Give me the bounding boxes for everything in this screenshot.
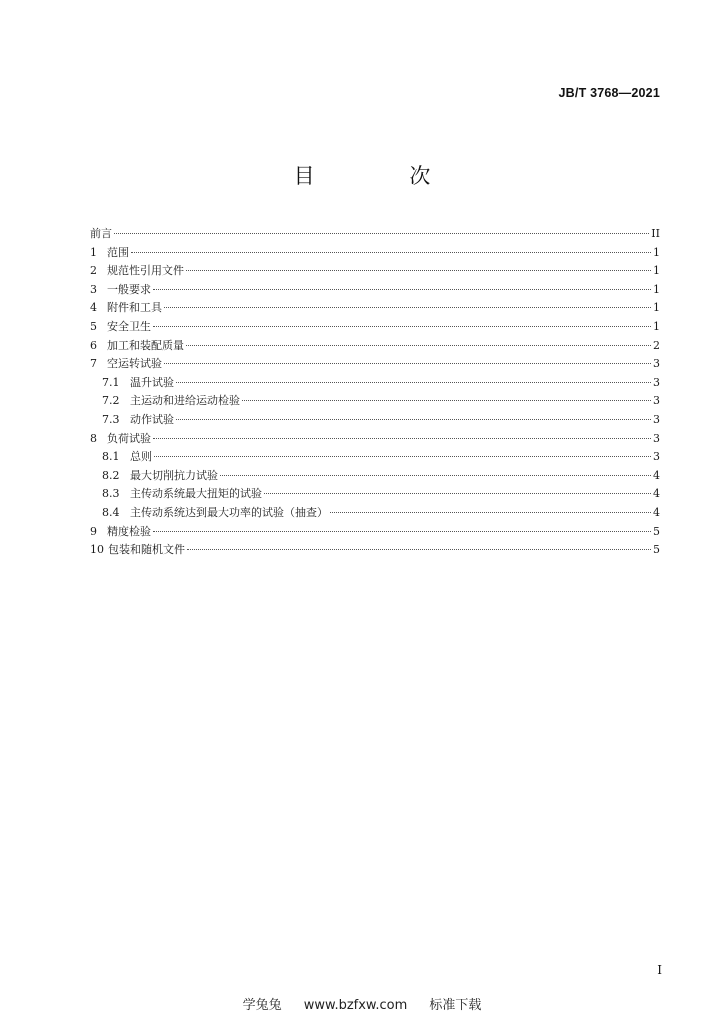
toc-entry-page: 2: [653, 338, 660, 352]
toc-entry: [90, 374, 660, 393]
toc-entry-page: 1: [653, 245, 660, 259]
toc-entry-number: 8.1: [102, 450, 120, 464]
toc-entry-page: 3: [653, 375, 660, 389]
toc-entry-title: 总则: [130, 450, 152, 464]
dot-leader: [153, 438, 651, 439]
toc-entry-title: 精度检验: [107, 524, 151, 538]
toc-entry: [90, 262, 660, 281]
standard-code: JB/T 3768—2021: [558, 86, 660, 100]
dot-leader: [153, 289, 651, 290]
toc-entry-number: 2: [90, 264, 97, 278]
watermark: [0, 994, 724, 1013]
toc-entry: [90, 299, 660, 318]
toc-entry-title: 最大切削抗力试验: [130, 468, 218, 482]
toc-entry-page: 3: [653, 394, 660, 408]
toc-entry: [90, 504, 660, 523]
dot-leader: [164, 363, 651, 364]
toc-entry-page: 3: [653, 412, 660, 426]
toc-entry-title: 负荷试验: [107, 431, 151, 445]
page-number: I: [657, 963, 662, 977]
toc-entry-title: 主运动和进给运动检验: [130, 394, 240, 408]
dot-leader: [176, 382, 651, 383]
dot-leader: [330, 512, 651, 513]
toc-entry-number: 6: [90, 338, 97, 352]
toc-entry-number: 10: [90, 543, 104, 557]
dot-leader: [176, 419, 651, 420]
toc-entry-number: 1: [90, 245, 97, 259]
toc-entry-number: 8.3: [102, 487, 120, 501]
toc-entry-title: 安全卫生: [107, 319, 151, 333]
dot-leader: [186, 345, 651, 346]
toc-entry-title: 一般要求: [107, 282, 151, 296]
toc-entry-number: 7: [90, 357, 97, 371]
dot-leader: [187, 549, 651, 550]
toc-entry-page: 5: [653, 543, 660, 557]
toc-entry-number: 5: [90, 319, 97, 333]
toc-entry-number: 8: [90, 431, 97, 445]
toc-entry: [90, 355, 660, 374]
dot-leader: [242, 400, 651, 401]
toc-entry-page: 1: [653, 264, 660, 278]
table-of-contents: [90, 225, 660, 560]
toc-entry-page: 3: [653, 450, 660, 464]
toc-entry-title: 前言: [90, 227, 112, 240]
toc-entry-title: 附件和工具: [107, 301, 162, 315]
toc-entry: [90, 337, 660, 356]
watermark-url: www.bzfxw.com: [303, 998, 408, 1013]
toc-entry-number: 7.3: [102, 412, 120, 426]
dot-leader: [153, 326, 651, 327]
watermark-site-name: 学兔兔: [242, 998, 282, 1013]
dot-leader: [114, 233, 649, 234]
toc-entry-title: 规范性引用文件: [107, 264, 184, 278]
toc-entry: [90, 225, 660, 244]
toc-entry: [90, 411, 660, 430]
toc-title: 目 次: [293, 164, 475, 188]
toc-entry: [90, 392, 660, 411]
toc-entry: [90, 448, 660, 467]
toc-entry-title: 空运转试验: [107, 357, 162, 371]
toc-entry-page: 3: [653, 431, 660, 445]
dot-leader: [264, 493, 651, 494]
dot-leader: [220, 475, 651, 476]
toc-entry-number: 7.1: [102, 375, 120, 389]
toc-entry: [90, 523, 660, 542]
toc-entry-number: 9: [90, 524, 97, 538]
toc-entry-number: 8.4: [102, 505, 120, 519]
toc-entry-number: 7.2: [102, 394, 120, 408]
toc-entry: [90, 467, 660, 486]
toc-entry: [90, 318, 660, 337]
toc-entry-page: 1: [653, 319, 660, 333]
toc-entry-title: 加工和装配质量: [107, 338, 184, 352]
toc-entry-title: 动作试验: [130, 412, 174, 426]
toc-entry-title: 温升试验: [130, 375, 174, 389]
toc-entry: [90, 485, 660, 504]
toc-entry-page: 1: [653, 282, 660, 296]
toc-entry-number: 8.2: [102, 468, 120, 482]
toc-entry-title: 范围: [107, 245, 129, 259]
dot-leader: [153, 531, 651, 532]
dot-leader: [131, 252, 651, 253]
toc-entry-page: 4: [653, 487, 660, 501]
dot-leader: [164, 307, 651, 308]
toc-entry-number: 3: [90, 282, 97, 296]
dot-leader: [186, 270, 651, 271]
toc-entry-page: II: [651, 227, 660, 240]
toc-entry: [90, 244, 660, 263]
toc-entry-page: 3: [653, 357, 660, 371]
toc-entry-page: 4: [653, 505, 660, 519]
toc-entry-title: 主传动系统达到最大功率的试验（抽查）: [130, 505, 328, 519]
toc-entry-title: 包装和随机文件: [108, 543, 185, 557]
toc-entry: [90, 430, 660, 449]
dot-leader: [154, 456, 651, 457]
toc-entry: [90, 541, 660, 560]
toc-entry-title: 主传动系统最大扭矩的试验: [130, 487, 262, 501]
toc-entry-number: 4: [90, 301, 97, 315]
toc-entry-page: 1: [653, 301, 660, 315]
watermark-tagline: 标准下载: [429, 998, 482, 1013]
toc-entry: [90, 281, 660, 300]
toc-entry-page: 4: [653, 468, 660, 482]
toc-entry-page: 5: [653, 524, 660, 538]
